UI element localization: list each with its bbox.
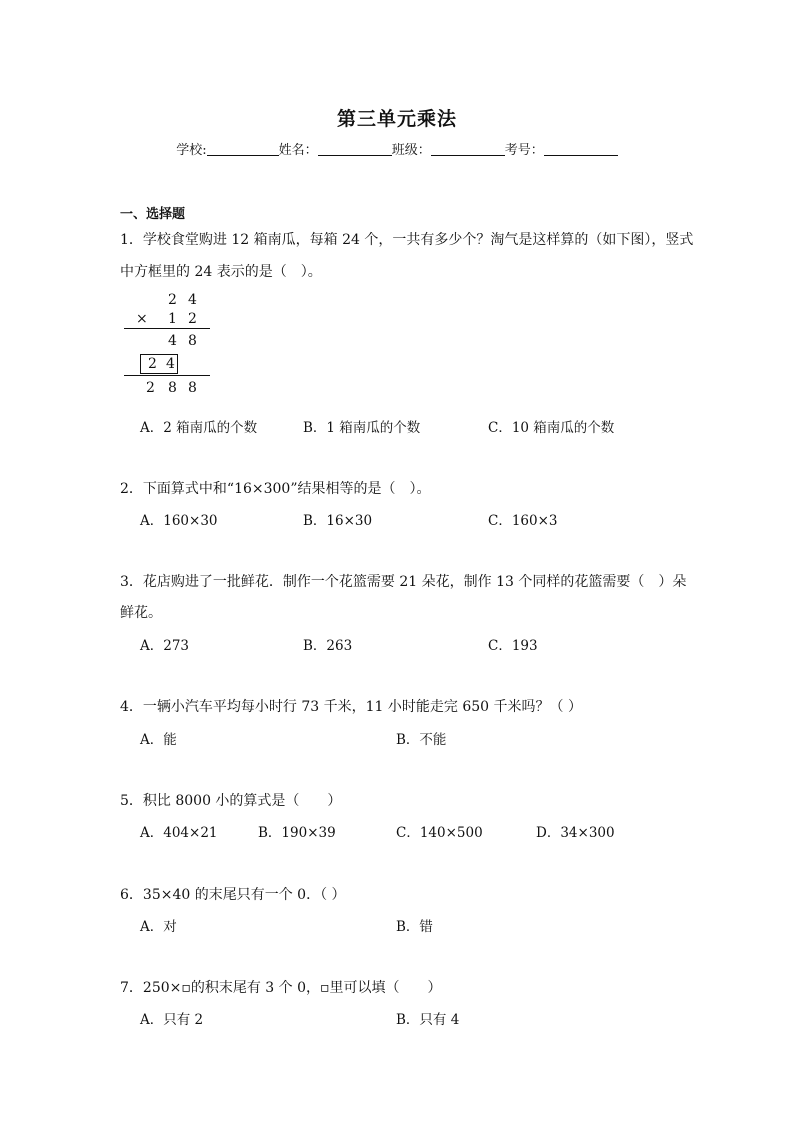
question-5-line-1: 5．积比 8000 小的算式是（ ） — [120, 793, 342, 809]
class-label: 班级： — [391, 143, 431, 158]
calc-partial-2-digit: 4 — [166, 356, 175, 372]
calc-result-digit: 8 — [188, 380, 197, 396]
question-1-option-a[interactable]: A．2 箱南瓜的个数 — [140, 420, 258, 436]
calc-result-digit: 2 — [146, 380, 155, 396]
page-title: 第三单元乘法 — [336, 108, 457, 130]
name-blank[interactable] — [318, 142, 392, 156]
question-4-option-a[interactable]: A．能 — [140, 732, 177, 748]
question-3-line-2: 鲜花。 — [120, 605, 162, 621]
calc-top-digit: 2 — [168, 292, 177, 308]
school-label: 学校: — [176, 143, 207, 158]
question-5-option-a[interactable]: A．404×21 — [140, 825, 218, 841]
question-5-option-d[interactable]: D．34×300 — [536, 825, 615, 841]
question-2-line-1: 2．下面算式中和“16×300”结果相等的是（ ）。 — [120, 481, 431, 497]
question-5-option-c[interactable]: C．140×500 — [396, 825, 483, 841]
question-7-line-1: 7．250×▫的积末尾有 3 个 0，▫里可以填（ ） — [120, 980, 442, 996]
calc-partial-2-digit: 2 — [148, 356, 157, 372]
calc-partial-1-digit: 8 — [188, 333, 197, 349]
question-5-option-b[interactable]: B．190×39 — [258, 825, 336, 841]
question-7-option-a[interactable]: A．只有 2 — [140, 1012, 204, 1028]
question-3-option-c[interactable]: C．193 — [488, 638, 538, 654]
school-blank[interactable] — [207, 142, 279, 156]
question-1-option-b[interactable]: B．1 箱南瓜的个数 — [303, 420, 421, 436]
question-7-option-b[interactable]: B．只有 4 — [396, 1012, 460, 1028]
question-3-line-1: 3．花店购进了一批鲜花．制作一个花篮需要 21 朵花，制作 13 个同样的花篮需要（ ）朵 — [120, 574, 687, 590]
question-2-option-b[interactable]: B．16×30 — [303, 513, 373, 529]
calc-line-1 — [124, 328, 210, 329]
question-6-option-b[interactable]: B．错 — [396, 919, 433, 935]
section-title: 一、选择题 — [120, 207, 186, 222]
question-6-option-a[interactable]: A．对 — [140, 919, 177, 935]
question-2-option-c[interactable]: C．160×3 — [488, 513, 558, 529]
calc-multiplier-digit: 2 — [188, 311, 197, 327]
question-4-option-b[interactable]: B．不能 — [396, 732, 447, 748]
name-label: 姓名： — [278, 143, 318, 158]
question-3-option-b[interactable]: B．263 — [303, 638, 353, 654]
calc-partial-1-digit: 4 — [168, 333, 177, 349]
class-blank[interactable] — [431, 142, 505, 156]
question-4-line-1: 4．一辆小汽车平均每小时行 73 千米，11 小时能走完 650 千米吗？（ ） — [120, 699, 582, 715]
exam-number-blank[interactable] — [544, 142, 618, 156]
question-1-line-1: 1．学校食堂购进 12 箱南瓜，每箱 24 个，一共有多少个？淘气是这样算的（如下图），竖式 — [120, 232, 694, 248]
question-3-option-a[interactable]: A．273 — [140, 638, 190, 654]
question-1-line-2: 中方框里的 24 表示的是（ ）。 — [120, 264, 322, 280]
student-info-line — [0, 139, 794, 158]
question-6-line-1: 6．35×40 的末尾只有一个 0．（ ） — [120, 887, 346, 903]
calc-multiplier-digit: 1 — [168, 311, 177, 327]
exam-number-label: 考号： — [504, 143, 544, 158]
question-2-option-a[interactable]: A．160×30 — [140, 513, 218, 529]
calc-top-digit: 4 — [188, 292, 197, 308]
calc-result-digit: 8 — [168, 380, 177, 396]
times-sign: × — [136, 311, 148, 327]
question-1-option-c[interactable]: C．10 箱南瓜的个数 — [488, 420, 615, 436]
calc-line-2 — [124, 375, 210, 376]
